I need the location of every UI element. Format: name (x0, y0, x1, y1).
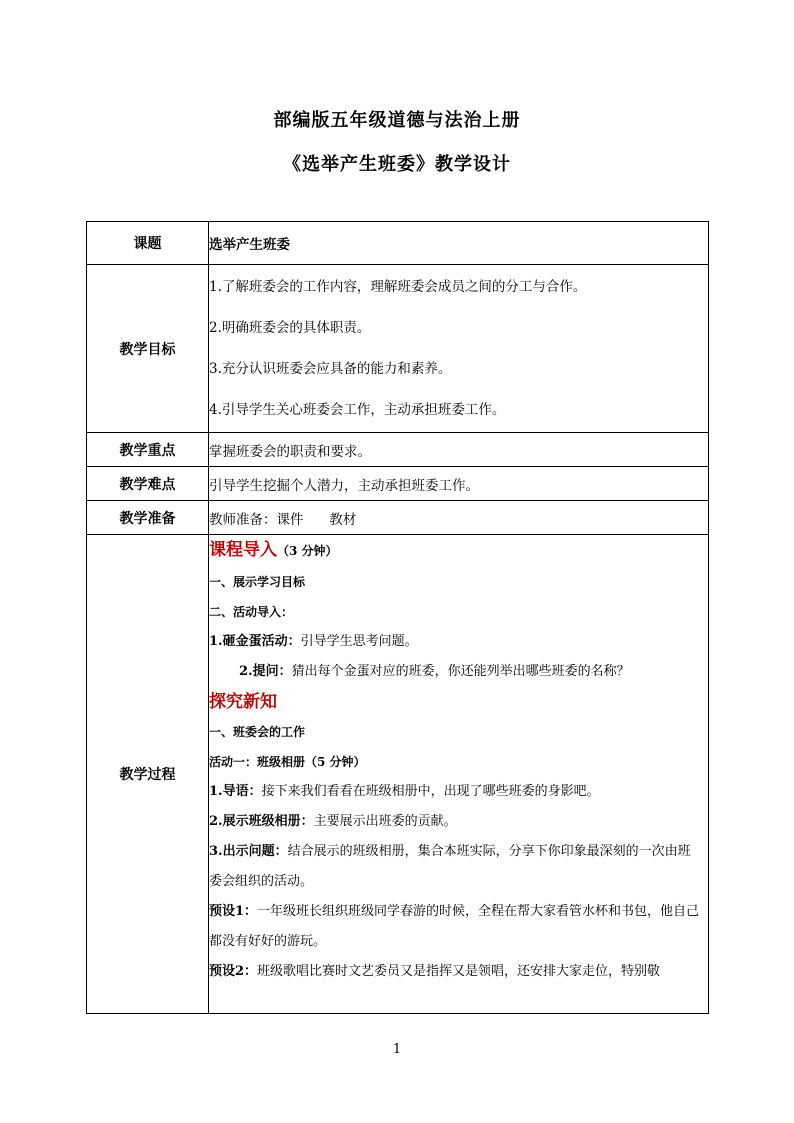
section-1: 一、班委会的工作 (209, 725, 306, 739)
value-key-points: 掌握班委会的职责和要求。 (209, 433, 709, 467)
label-goals: 教学目标 (87, 265, 209, 433)
label-subject: 课题 (87, 222, 209, 265)
document-subtitle: 《选举产生班委》教学设计 (283, 154, 511, 175)
value-process (209, 535, 709, 1014)
preset-1: 预设1：一年级班长组织班级同学春游的时候，全程在帮大家看管水杯和书包，他自己都没有好好的游玩。 (209, 904, 700, 949)
label-key-points: 教学重点 (87, 433, 209, 467)
row-key-points (87, 433, 709, 467)
document-title: 部编版五年级道德与法治上册 (273, 110, 521, 131)
row-difficulties (87, 467, 709, 501)
intro-heading: 课程导入（3 分钟） (209, 540, 338, 560)
step-album: 2.展示班级相册：主要展示出班委的贡献。 (209, 814, 457, 829)
row-subject (87, 222, 709, 265)
value-subject: 选举产生班委 (209, 222, 709, 265)
preset-2: 预设2：班级歌唱比赛时文艺委员又是指挥又是领唱，还安排大家走位，特别敬 (209, 964, 661, 979)
value-goals (209, 265, 709, 433)
page-number: 1 (392, 1042, 402, 1057)
label-process: 教学过程 (87, 535, 209, 1014)
label-difficulties: 教学难点 (87, 467, 209, 501)
row-preparation (87, 501, 709, 535)
value-preparation: 教师准备：课件 教材 (209, 501, 709, 535)
goal-item: 2.明确班委会的具体职责。 (209, 319, 371, 336)
goal-item: 1.了解班委会的工作内容，理解班委会成员之间的分工与合作。 (209, 278, 587, 295)
row-goals (87, 265, 709, 433)
explore-heading: 探究新知 (209, 692, 277, 712)
label-preparation: 教学准备 (87, 501, 209, 535)
row-process (87, 535, 709, 1014)
intro-step-2: 二、活动导入： (209, 605, 294, 619)
step-question: 3.出示问题：结合展示的班级相册，集合本班实际，分享下你印象最深刻的一次由班委会组织的活动。 (209, 844, 691, 889)
value-difficulties: 引导学生挖掘个人潜力，主动承担班委工作。 (209, 467, 709, 501)
activity-egg: 1.砸金蛋活动：引导学生思考问题。 (209, 634, 418, 649)
lesson-plan-table (86, 221, 709, 1014)
activity-1: 活动一：班级相册（5 分钟） (209, 755, 366, 769)
activity-question: 2.提问：猜出每个金蛋对应的班委，你还能列举出哪些班委的名称？ (239, 664, 630, 679)
goal-item: 4.引导学生关心班委会工作，主动承担班委工作。 (209, 401, 506, 418)
intro-step-1: 一、展示学习目标 (209, 575, 306, 589)
goal-item: 3.充分认识班委会应具备的能力和素养。 (209, 360, 452, 377)
step-intro: 1.导语：接下来我们看看在班级相册中，出现了哪些班委的身影吧。 (209, 784, 600, 799)
